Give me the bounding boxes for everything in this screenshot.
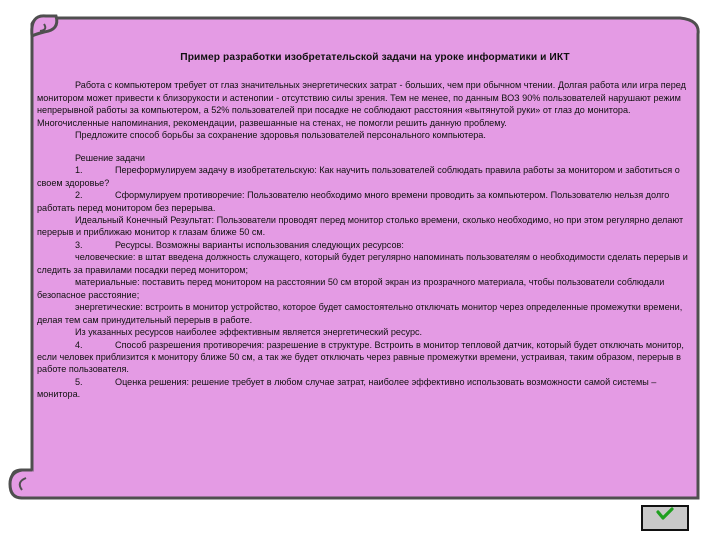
step-2 bbox=[37, 189, 693, 214]
resource-energy: энергетические: встроить в монитор устройство, которое будет самостоятельно отключать монитор через определенные промежутки времени, делая тем сам принудительный перерыв в работе. bbox=[37, 302, 683, 325]
step-text: Сформулируем противоречие: Пользователю необходимо много времени проводить за компьютером. Пользователю нельзя долго работать перед монитором без перерыва. bbox=[37, 190, 670, 213]
document-content bbox=[37, 52, 693, 401]
task-question: Предложите способ борьбы за сохранение здоровья пользователей персонального компьютера. bbox=[75, 130, 486, 141]
solution-heading: Решение задачи bbox=[75, 152, 145, 163]
step-3 bbox=[37, 239, 693, 251]
step-text: Переформулируем задачу в изобретательскую: Как научить пользователей соблюдать правила работы за монитором и заботиться о своем здоровье? bbox=[37, 165, 680, 188]
ideal-final-result: Идеальный Конечный Результат: Пользователи проводят перед монитор столько времени, сколько необходимо, но при этом регулярно делают перерыв и приближаю монитор к глазам ближе 50 см. bbox=[37, 214, 684, 238]
resource-best: Из указанных ресурсов наиболее эффективным является энергетический ресурс. bbox=[75, 327, 423, 338]
step-number: 4. bbox=[75, 339, 83, 350]
step-number: 5. bbox=[75, 376, 83, 387]
step-text: Способ разрешения противоречия: разрешение в структуре. Встроить в монитор тепловой датчик, который будет отключать монитор, если человек приблизится к монитору ближе 50 см, а так же будет отключать через равные промежутки времени, устраивая, таким образом, перерыв в работе пользователя. bbox=[37, 339, 684, 375]
next-arrow-icon bbox=[643, 507, 687, 529]
step-number: 3. bbox=[75, 239, 83, 250]
step-text: Ресурсы. Возможны варианты использования следующих ресурсов: bbox=[115, 239, 404, 250]
step-text: Оценка решения: решение требует в любом случае затрат, наиболее эффективно использовать возможности самой системы – монитора. bbox=[37, 376, 657, 400]
step-number: 1. bbox=[75, 165, 83, 176]
step-4 bbox=[37, 339, 693, 376]
page-title: Пример разработки изобретательской задачи на уроке информатики и ИКТ bbox=[180, 52, 570, 63]
resource-human: человеческие: в штат введена должность служащего, который будет регулярно напоминать пользователям о необходимости сделать перерыв и следить за правилами посадки перед монитором; bbox=[37, 252, 688, 275]
step-1 bbox=[37, 164, 693, 189]
step-5 bbox=[37, 376, 693, 401]
intro-paragraph: Работа с компьютером требует от глаз значительных энергетических затрат - больших, чем при обычном чтении. Долгая работа или игра перед монитором может привести к близорукости и астенопии - отсутствию силы зрения. Тем не менее, по данным ВОЗ 90% пользователей нарушают режим непрерывной работы за компьютером, а 52% пользователей при посадке не соблюдают расстояния «вытянутой руки» от глаз до монитора. Многочисленные напоминания, рекомендации, развешанные на стенах, не помогли решить данную проблему. bbox=[37, 80, 686, 128]
step-number: 2. bbox=[75, 190, 83, 201]
resource-material: материальные: поставить перед монитором на расстоянии 50 см второй экран из прозрачного материала, чтобы пользователи соблюдали безопасное расстояние; bbox=[37, 277, 665, 300]
next-slide-button[interactable] bbox=[641, 505, 689, 531]
